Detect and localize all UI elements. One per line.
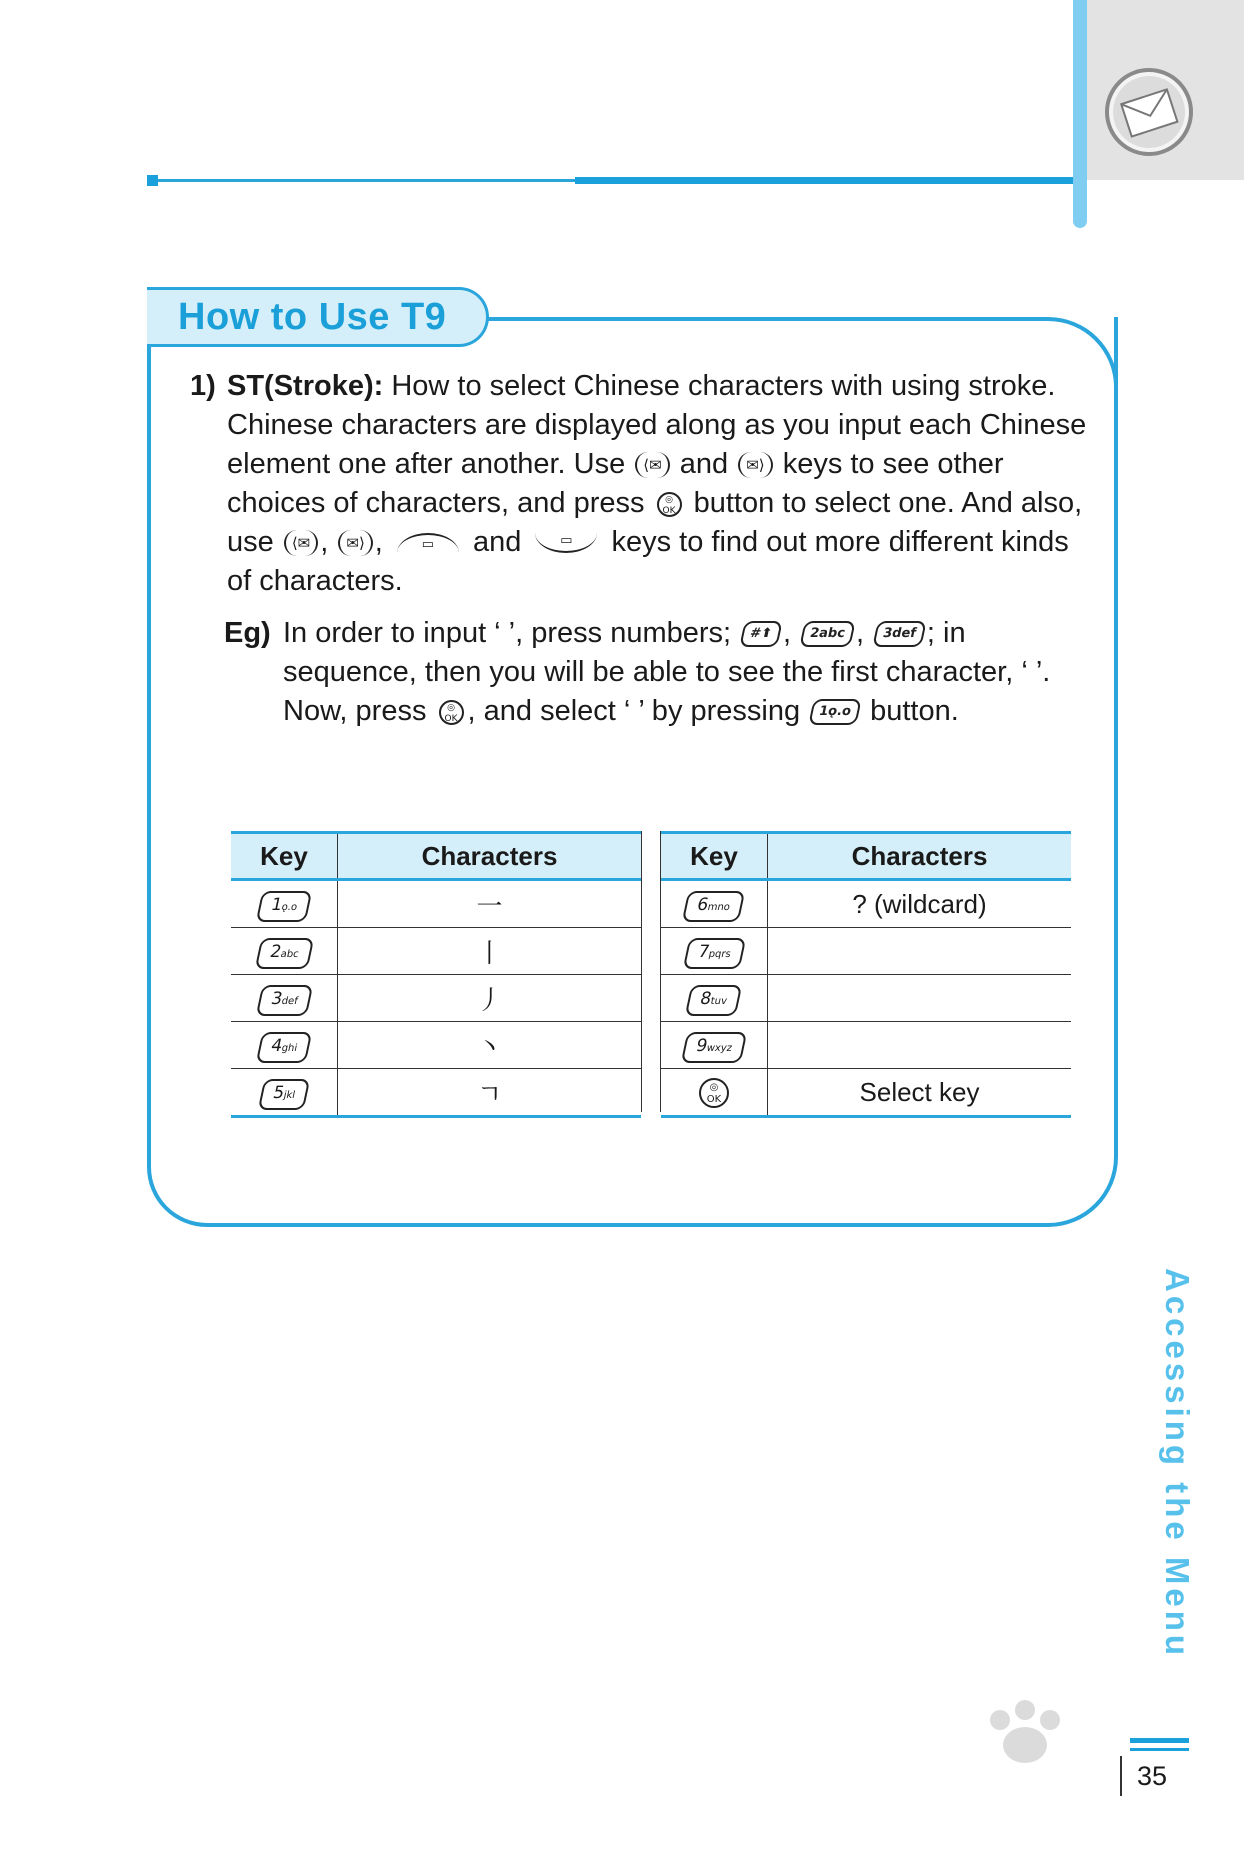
- table-row: [661, 1022, 1071, 1069]
- ok-key-icon: ◎ OK: [657, 492, 682, 517]
- page-number-divider: [1120, 1756, 1122, 1796]
- table-row: [231, 928, 641, 975]
- key-8-icon: 8tuv: [685, 985, 743, 1016]
- key-1-icon: 1ǫ.o: [256, 891, 313, 922]
- table-row: [231, 880, 641, 928]
- hash-key-icon: #⬆: [739, 621, 782, 647]
- header-tab-stripe: [1073, 0, 1087, 228]
- nav-up-key-icon: ▭: [397, 533, 459, 553]
- key-2-icon: 2abc: [799, 621, 855, 647]
- key-9-icon: 9wxyz: [681, 1032, 748, 1063]
- header-rule-dot: [147, 175, 158, 186]
- stroke-char: 丶: [338, 1022, 642, 1069]
- step-label: ST(Stroke):: [227, 370, 384, 402]
- section-title: How to Use T9: [178, 296, 447, 338]
- example-text: In order to input ‘ ’, press numbers; #⬆ , 2abc , 3def ; in sequence, then you will be able to see the first character, ‘ ’. Now, press ◎ OK , and select ‘ ’ by pressing 1ǫ.o button.: [283, 617, 1051, 727]
- nav-down-key-icon: ▭: [535, 533, 597, 553]
- ok-key-icon: ◎ OK: [699, 1078, 729, 1108]
- stroke-char: 丿: [338, 975, 642, 1022]
- table-row: [231, 1022, 641, 1069]
- page-number-bar: [1130, 1738, 1189, 1743]
- nav-right-key-icon: ✉⟩: [738, 452, 772, 478]
- column-header-characters: Characters: [338, 833, 642, 880]
- stroke-char: ? (wildcard): [768, 880, 1072, 928]
- stroke-char: 丨: [338, 928, 642, 975]
- nav-left-key-icon: ⟨✉: [635, 452, 669, 478]
- stroke-table-right: [661, 831, 1071, 1118]
- page-number: 35: [1137, 1761, 1168, 1791]
- stroke-table-left: [231, 831, 641, 1118]
- table-row: [661, 1069, 1071, 1117]
- key-3-icon: 3def: [255, 985, 312, 1016]
- watermark-logo-icon: [880, 1690, 1180, 1820]
- column-header-characters: Characters: [768, 833, 1072, 880]
- stroke-char: [768, 975, 1072, 1022]
- sidebar-chapter-label: Accessing the Menu: [1159, 1268, 1196, 1660]
- step-text: ST(Stroke): How to select Chinese characters with using stroke. Chinese characters are displayed along as you input each Chinese element one after another. Use ⟨✉ and ✉⟩ keys to see other choices of characters, and press ◎ OK button to select one. And also, use ⟨✉ , ✉⟩ , ▭ and ▭ keys to find out more different kinds of characters.: [227, 370, 1087, 597]
- stroke-char: 一: [338, 880, 642, 928]
- column-header-key: Key: [661, 833, 768, 880]
- select-key-label: Select key: [768, 1069, 1072, 1117]
- stroke-char: [768, 928, 1072, 975]
- header-rule-left: [147, 179, 575, 182]
- key-1-icon: 1ǫ.o: [808, 699, 861, 725]
- key-3-icon: 3def: [872, 621, 926, 647]
- ok-key-icon: ◎ OK: [439, 700, 464, 725]
- stroke-key-table: [231, 831, 1071, 1112]
- key-2-icon: 2abc: [254, 938, 313, 969]
- table-row: [231, 1069, 641, 1117]
- stroke-char: [768, 1022, 1072, 1069]
- table-row: [661, 880, 1071, 928]
- step-number: 1): [190, 370, 216, 402]
- table-separator: [641, 831, 661, 1112]
- stroke-char: ㄱ: [338, 1069, 642, 1117]
- page-number-bar: [1130, 1748, 1189, 1751]
- key-5-icon: 5jkl: [258, 1079, 311, 1110]
- key-6-icon: 6mno: [682, 891, 746, 922]
- table-row: [661, 975, 1071, 1022]
- key-4-icon: 4ghi: [256, 1032, 313, 1063]
- table-row: [661, 928, 1071, 975]
- nav-right-key-icon: ✉⟩: [338, 530, 372, 556]
- nav-left-key-icon: ⟨✉: [284, 530, 318, 556]
- column-header-key: Key: [231, 833, 338, 880]
- key-7-icon: 7pqrs: [682, 938, 745, 969]
- envelope-icon: [1101, 64, 1197, 160]
- table-row: [231, 975, 641, 1022]
- example-label: Eg): [224, 617, 271, 649]
- header-rule-right: [575, 177, 1073, 184]
